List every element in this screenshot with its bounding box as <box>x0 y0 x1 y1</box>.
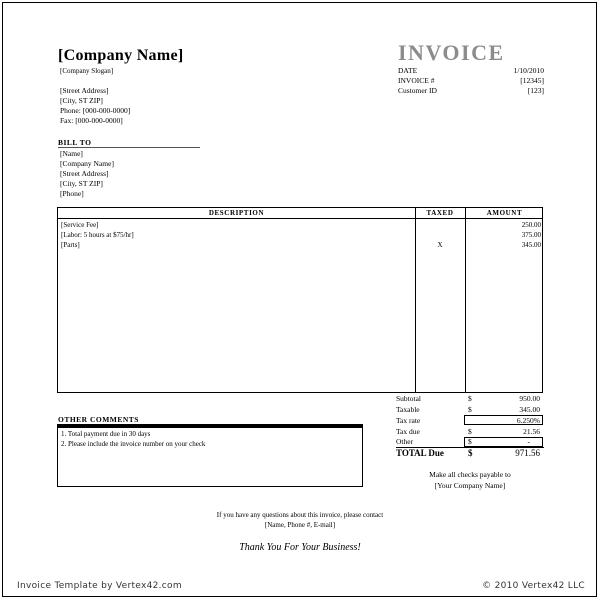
bill-to-name: [Name] <box>60 149 83 158</box>
tax-due-row <box>396 427 544 437</box>
item-amount: 375.00 <box>521 231 541 239</box>
comments-heading: OTHER COMMENTS <box>58 415 139 424</box>
meta-date <box>398 66 544 76</box>
meta-label: INVOICE # <box>398 76 435 85</box>
bill-to-phone: [Phone] <box>60 189 84 198</box>
customer-id-value: [123] <box>527 86 544 95</box>
company-slogan: [Company Slogan] <box>60 67 114 75</box>
table-header <box>58 208 542 219</box>
other-label: Other <box>396 437 414 446</box>
company-address <box>60 86 130 126</box>
bill-to-company: [Company Name] <box>60 159 114 168</box>
table-row <box>58 230 542 240</box>
tax-rate-row <box>396 416 544 426</box>
taxable-row <box>396 405 544 415</box>
meta-label: DATE <box>398 66 418 75</box>
bill-to-block <box>60 149 114 199</box>
company-fax: Fax: [000-000-0000] <box>60 116 123 125</box>
tax-due-label: Tax due <box>396 427 420 436</box>
tax-rate-value: 6.250% <box>516 416 540 425</box>
company-city: [City, ST ZIP] <box>60 96 103 105</box>
line-items-table <box>57 207 543 393</box>
item-amount: 345.00 <box>521 241 541 249</box>
item-amount: 250.00 <box>521 221 541 229</box>
payable-note <box>396 469 544 491</box>
footer-template-credit: Invoice Template by Vertex42.com <box>17 581 182 591</box>
item-taxed: X <box>437 241 443 249</box>
currency-symbol: $ <box>468 405 472 414</box>
other-row <box>396 437 544 447</box>
company-phone: Phone: [000-000-0000] <box>60 106 131 115</box>
header-taxed: TAXED <box>426 209 454 217</box>
bill-to-divider <box>58 147 200 148</box>
subtotal-label: Subtotal <box>396 394 422 403</box>
comment-line: 2. Please include the invoice number on your check <box>61 440 206 448</box>
contact-line: If you have any questions about this invoice, please contact <box>216 511 384 519</box>
bill-to-city: [City, ST ZIP] <box>60 179 103 188</box>
subtotal-value: 950.00 <box>519 394 540 403</box>
currency-symbol: $ <box>468 448 473 458</box>
comments-header-bar <box>58 425 362 428</box>
taxable-value: 345.00 <box>519 405 540 414</box>
contact-details: [Name, Phone #, E-mail] <box>264 521 336 529</box>
item-description: [Parts] <box>61 241 80 249</box>
subtotal-row <box>396 394 544 404</box>
table-row <box>58 240 542 250</box>
invoice-title: INVOICE <box>398 40 505 65</box>
item-description: [Service Fee] <box>61 221 99 229</box>
other-value: - <box>527 437 530 446</box>
meta-invoice-number <box>398 76 544 86</box>
footer-copyright: © 2010 Vertex42 LLC <box>482 581 585 591</box>
currency-symbol: $ <box>468 394 472 403</box>
company-street: [Street Address] <box>60 86 109 95</box>
bill-to-street: [Street Address] <box>60 169 109 178</box>
invoice-number-value: [12345] <box>520 76 544 85</box>
item-description: [Labor: 5 hours at $75/hr] <box>61 231 134 239</box>
meta-label: Customer ID <box>398 86 437 95</box>
total-due-row <box>396 447 544 459</box>
currency-symbol: $ <box>468 427 472 436</box>
company-name: [Company Name] <box>58 47 184 64</box>
header-amount: AMOUNT <box>486 209 523 217</box>
meta-customer-id <box>398 86 544 96</box>
date-value: 1/10/2010 <box>513 66 544 75</box>
bill-to-heading: BILL TO <box>58 138 92 147</box>
total-due-value: 971.56 <box>515 448 540 458</box>
total-due-label: TOTAL Due <box>396 448 444 458</box>
comment-line: 1. Total payment due in 30 days <box>61 430 151 438</box>
taxable-label: Taxable <box>396 405 420 414</box>
table-row <box>58 220 542 230</box>
comments-box <box>57 424 363 487</box>
tax-rate-label: Tax rate <box>396 416 421 425</box>
thank-you-message: Thank You For Your Business! <box>239 542 361 553</box>
header-description: DESCRIPTION <box>208 209 265 217</box>
currency-symbol: $ <box>468 437 472 446</box>
tax-due-value: 21.56 <box>523 427 540 436</box>
invoice-meta <box>398 66 544 96</box>
payable-company: [Your Company Name] <box>434 481 506 490</box>
payable-line: Make all checks payable to <box>429 470 511 479</box>
